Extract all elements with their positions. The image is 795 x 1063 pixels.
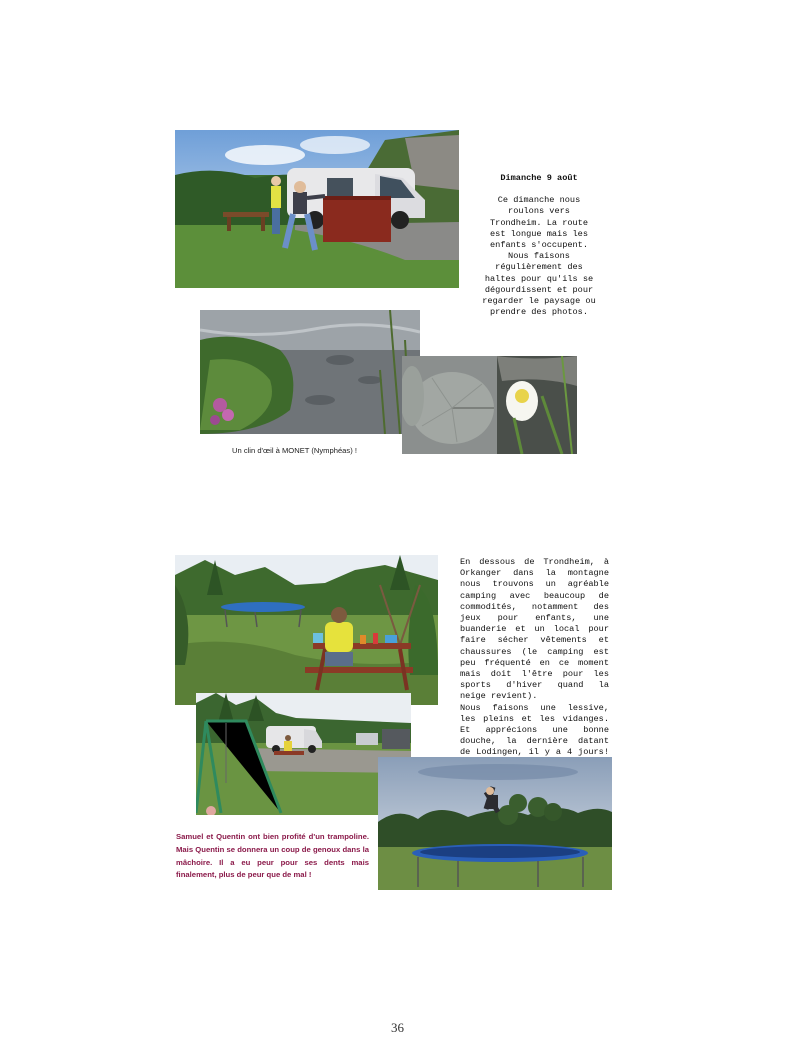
camping-line: douche, la dernière datant	[460, 736, 609, 747]
trampoline-caption: Samuel et Quentin ont bien profité d'un trampoline. Mais Quentin se donnera un coup de genoux dans la mâchoire. Il a eu peur pour ses dents mais finalement, plus de peur que de mal !	[176, 832, 369, 880]
page-number: 36	[391, 1020, 404, 1035]
sunday-line: régulièrement des	[495, 262, 583, 273]
camping-line: Nous faisons une lessive,	[460, 702, 609, 713]
monet-caption: Un clin d'œil à MONET (Nymphéas) !	[232, 446, 357, 455]
camping-line: sports d'hiver quand la	[460, 680, 609, 691]
camping-line: peu fréquenté en ce moment	[460, 657, 609, 668]
sunday-line: Ce dimanche nous	[497, 195, 581, 206]
sunday-line: Nous faisons	[508, 251, 570, 262]
camping-line: chaussures (le camping est	[460, 646, 609, 657]
sunday-line: est longue mais les	[490, 228, 588, 239]
camping-line: jeux pour enfants, une	[460, 613, 609, 624]
camping-line: commodités, notamment des	[460, 601, 609, 612]
sunday-line: haltes pour qu'ils se	[484, 273, 594, 284]
sunday-line: enfants s'occupent.	[490, 240, 588, 251]
sunday-line: Trondheim. La route	[490, 217, 588, 228]
photo-lily-pond	[200, 310, 420, 434]
camping-text-block	[460, 557, 609, 759]
photo-van-kids	[175, 130, 459, 288]
sunday-heading: Dimanche 9 août	[500, 173, 578, 183]
camping-line: de Lodingen, il y a 4 jours!	[460, 747, 609, 758]
photo-trampoline-jump	[378, 757, 612, 890]
photo-water-lily	[402, 356, 577, 454]
camping-line: Et apprécions une bonne	[460, 725, 609, 736]
camping-line: mais doit l'être pour les	[460, 669, 609, 680]
camping-line: neige revient).	[460, 691, 538, 702]
camping-line: faire sécher vêtements et	[460, 635, 609, 646]
sunday-line: roulons vers	[508, 206, 570, 217]
camping-line: En dessous de Trondheim, à	[460, 557, 609, 567]
camping-line: buanderie et un local pour	[460, 624, 609, 635]
camping-line: camping avec beaucoup de	[460, 590, 609, 601]
photo-camping-picnic	[175, 555, 438, 705]
camping-line: les pleins et les vidanges.	[460, 713, 609, 724]
camping-line: nous trouvons un agréable	[460, 579, 609, 590]
sunday-line: regarder le paysage ou	[482, 296, 596, 307]
sunday-line: dégourdissent et pour	[484, 284, 594, 295]
sunday-line: prendre des photos.	[490, 307, 588, 318]
sunday-text-block	[472, 173, 606, 318]
camping-line: Orkanger dans la montagne	[460, 568, 609, 579]
